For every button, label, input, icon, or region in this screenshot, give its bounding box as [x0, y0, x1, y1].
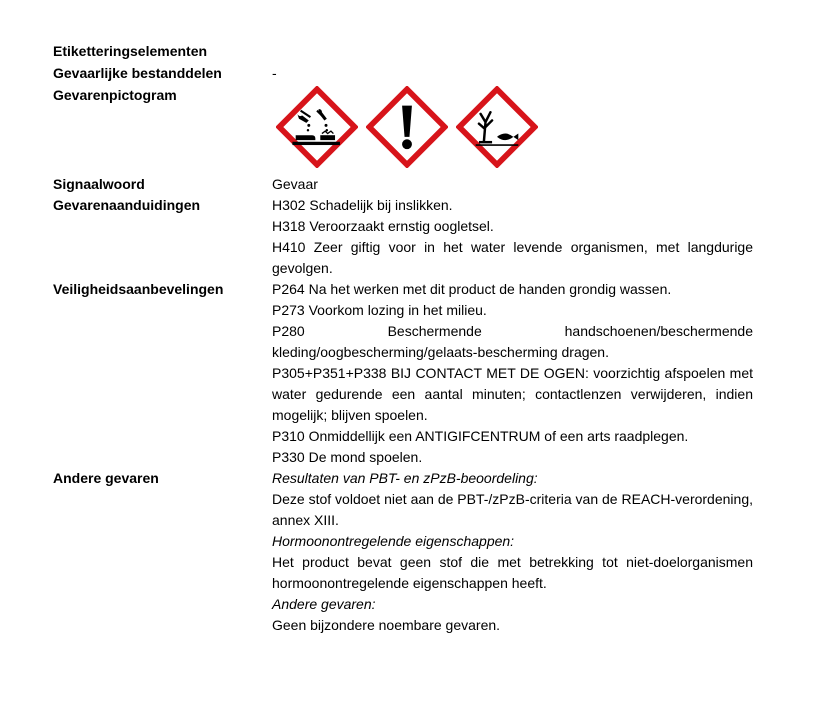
- hazard-statement: H318 Veroorzaakt ernstig oogletsel.: [272, 218, 494, 234]
- precautionary-statement: P273 Voorkom lozing in het milieu.: [272, 302, 487, 318]
- corrosion-icon: [276, 86, 358, 168]
- label-precautionary-statements: Veiligheidsaanbevelingen: [53, 281, 224, 297]
- environment-icon: [456, 86, 538, 168]
- section-title: Etiketteringselementen: [53, 43, 208, 59]
- precautionary-statements-list: [272, 279, 753, 468]
- precautionary-statement: P330 De mond spoelen.: [272, 449, 423, 465]
- label-other-hazards: Andere gevaren: [53, 470, 159, 486]
- hazard-statement: H410 Zeer giftig voor in het water levende organismen, met langdurige gevolgen.: [272, 239, 753, 276]
- endocrine-text: Het product bevat geen stof die met betrekking tot niet-doelorganismen hormoonontregelende eigenschappen heeft.: [272, 554, 753, 591]
- endocrine-heading: Hormoonontregelende eigenschappen:: [272, 533, 515, 549]
- hazard-statement: H302 Schadelijk bij inslikken.: [272, 197, 453, 213]
- pbt-text: Deze stof voldoet niet aan de PBT-/zPzB-criteria van de REACH-verordening, annex XIII.: [272, 491, 753, 528]
- other-hazards-text: Geen bijzondere noembare gevaren.: [272, 617, 501, 633]
- precautionary-statement: P264 Na het werken met dit product de handen grondig wassen.: [272, 281, 672, 297]
- label-pictogram: Gevarenpictogram: [53, 87, 177, 103]
- other-hazards-heading: Andere gevaren:: [272, 596, 376, 612]
- precautionary-statement: P280 Beschermende handschoenen/beschermende kleding/oogbescherming/gelaats-bescherming dragen.: [272, 323, 753, 360]
- pictogram-row: [276, 86, 538, 168]
- value-signal-word: Gevaar: [272, 176, 318, 192]
- label-hazard-statements: Gevarenaanduidingen: [53, 197, 201, 213]
- pbt-heading: Resultaten van PBT- en zPzB-beoordeling:: [272, 470, 538, 486]
- label-hazardous-components: Gevaarlijke bestanddelen: [53, 65, 222, 81]
- label-signal-word: Signaalwoord: [53, 176, 145, 192]
- exclamation-mark-icon: [366, 86, 448, 168]
- precautionary-statement: P305+P351+P338 BIJ CONTACT MET DE OGEN: voorzichtig afspoelen met water gedurende een aantal minuten; contactlenzen verwijderen, indien mogelijk; blijven spoelen.: [272, 365, 753, 423]
- hazard-statements-list: [272, 195, 753, 279]
- precautionary-statement: P310 Onmiddellijk een ANTIGIFCENTRUM of een arts raadplegen.: [272, 428, 689, 444]
- other-hazards-block: [272, 468, 753, 636]
- value-hazardous-components: -: [272, 65, 277, 81]
